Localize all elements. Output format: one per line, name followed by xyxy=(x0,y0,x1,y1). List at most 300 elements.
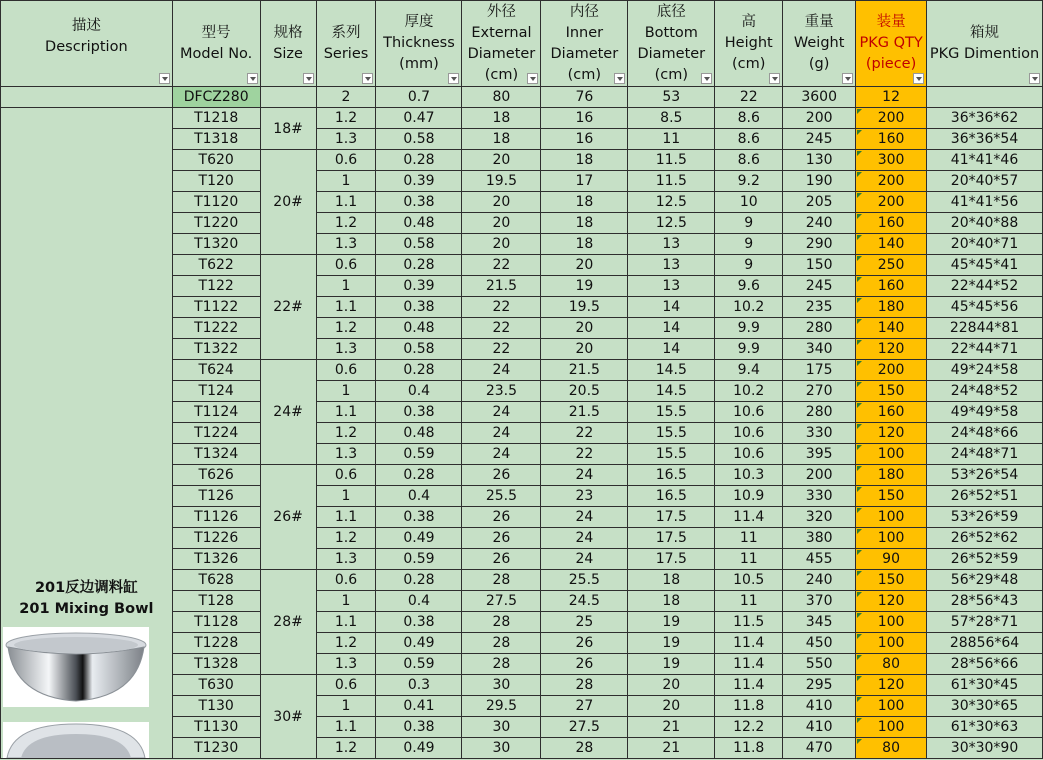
cell-weight[interactable]: 200 xyxy=(783,108,856,129)
cell-pkg_qty[interactable]: 100 xyxy=(856,717,927,738)
cell-series[interactable]: 1 xyxy=(316,696,376,717)
cell-pkg_dim[interactable]: 26*52*62 xyxy=(927,528,1043,549)
cell-thickness[interactable]: 0.41 xyxy=(376,696,462,717)
cell-series[interactable]: 1.3 xyxy=(316,654,376,675)
cell-inner[interactable]: 76 xyxy=(541,87,628,108)
column-header-5[interactable] xyxy=(462,1,541,87)
cell-external[interactable]: 20 xyxy=(462,192,541,213)
cell-height[interactable]: 11.4 xyxy=(715,675,783,696)
cell-pkg_qty[interactable]: 100 xyxy=(856,528,927,549)
cell-size[interactable] xyxy=(260,87,316,108)
cell-inner[interactable]: 22 xyxy=(541,423,628,444)
cell-pkg_dim[interactable]: 45*45*56 xyxy=(927,297,1043,318)
cell-thickness[interactable]: 0.39 xyxy=(376,276,462,297)
size-cell[interactable]: 24# xyxy=(260,360,316,465)
cell-weight[interactable]: 245 xyxy=(783,129,856,150)
cell-thickness[interactable]: 0.4 xyxy=(376,381,462,402)
cell-pkg_qty[interactable]: 150 xyxy=(856,381,927,402)
cell-external[interactable]: 28 xyxy=(462,633,541,654)
column-header-0[interactable] xyxy=(1,1,173,87)
cell-model[interactable]: T1320 xyxy=(172,234,260,255)
cell-model[interactable]: T1318 xyxy=(172,129,260,150)
cell-external[interactable]: 26 xyxy=(462,528,541,549)
cell-model[interactable]: T630 xyxy=(172,675,260,696)
cell-thickness[interactable]: 0.48 xyxy=(376,213,462,234)
size-cell[interactable]: 30# xyxy=(260,675,316,759)
cell-model[interactable]: T124 xyxy=(172,381,260,402)
cell-inner[interactable]: 18 xyxy=(541,192,628,213)
cell-thickness[interactable]: 0.38 xyxy=(376,297,462,318)
cell-pkg_dim[interactable]: 45*45*41 xyxy=(927,255,1043,276)
cell-series[interactable]: 1.3 xyxy=(316,444,376,465)
cell-bottom[interactable]: 17.5 xyxy=(628,507,715,528)
cell-external[interactable]: 22 xyxy=(462,255,541,276)
column-header-1[interactable] xyxy=(172,1,260,87)
cell-thickness[interactable]: 0.49 xyxy=(376,633,462,654)
cell-height[interactable]: 11.8 xyxy=(715,738,783,759)
cell-external[interactable]: 26 xyxy=(462,465,541,486)
cell-model[interactable]: T624 xyxy=(172,360,260,381)
cell-pkg_qty[interactable]: 100 xyxy=(856,444,927,465)
cell-pkg_qty[interactable]: 80 xyxy=(856,654,927,675)
cell-pkg_qty[interactable]: 300 xyxy=(856,150,927,171)
cell-pkg_qty[interactable]: 200 xyxy=(856,360,927,381)
cell-series[interactable]: 1.1 xyxy=(316,297,376,318)
cell-pkg_qty[interactable]: 180 xyxy=(856,465,927,486)
cell-pkg_qty[interactable]: 100 xyxy=(856,507,927,528)
cell-weight[interactable]: 410 xyxy=(783,696,856,717)
cell-height[interactable]: 10.2 xyxy=(715,297,783,318)
cell-weight[interactable]: 410 xyxy=(783,717,856,738)
cell-height[interactable]: 11 xyxy=(715,528,783,549)
cell-inner[interactable]: 25.5 xyxy=(541,570,628,591)
cell-model[interactable]: T622 xyxy=(172,255,260,276)
cell-inner[interactable]: 18 xyxy=(541,150,628,171)
cell-weight[interactable]: 450 xyxy=(783,633,856,654)
filter-dropdown-icon[interactable] xyxy=(913,73,924,84)
filter-dropdown-icon[interactable] xyxy=(362,73,373,84)
cell-height[interactable]: 9.2 xyxy=(715,171,783,192)
cell-pkg_dim[interactable]: 24*48*52 xyxy=(927,381,1043,402)
cell-series[interactable]: 0.6 xyxy=(316,570,376,591)
cell-bottom[interactable]: 20 xyxy=(628,696,715,717)
cell-model[interactable]: T120 xyxy=(172,171,260,192)
cell-height[interactable]: 9 xyxy=(715,213,783,234)
cell-height[interactable]: 10.9 xyxy=(715,486,783,507)
cell-series[interactable]: 1.1 xyxy=(316,507,376,528)
cell-external[interactable]: 23.5 xyxy=(462,381,541,402)
cell-height[interactable]: 9.9 xyxy=(715,318,783,339)
cell-weight[interactable]: 175 xyxy=(783,360,856,381)
cell-weight[interactable]: 455 xyxy=(783,549,856,570)
cell-bottom[interactable]: 14 xyxy=(628,297,715,318)
cell-series[interactable]: 0.6 xyxy=(316,675,376,696)
cell-series[interactable]: 1.1 xyxy=(316,402,376,423)
size-cell[interactable]: 26# xyxy=(260,465,316,570)
cell-external[interactable]: 26 xyxy=(462,507,541,528)
cell-bottom[interactable]: 14 xyxy=(628,339,715,360)
filter-dropdown-icon[interactable] xyxy=(448,73,459,84)
cell-weight[interactable]: 200 xyxy=(783,465,856,486)
cell-inner[interactable]: 18 xyxy=(541,213,628,234)
cell-pkg_dim[interactable]: 26*52*59 xyxy=(927,549,1043,570)
cell-pkg_qty[interactable]: 160 xyxy=(856,213,927,234)
cell-pkg_dim[interactable]: 36*36*62 xyxy=(927,108,1043,129)
cell-height[interactable]: 10.6 xyxy=(715,402,783,423)
cell-thickness[interactable]: 0.49 xyxy=(376,738,462,759)
cell-pkg_qty[interactable]: 90 xyxy=(856,549,927,570)
cell-pkg_qty[interactable]: 100 xyxy=(856,633,927,654)
cell-bottom[interactable]: 11.5 xyxy=(628,171,715,192)
cell-inner[interactable]: 20 xyxy=(541,318,628,339)
cell-bottom[interactable]: 14 xyxy=(628,318,715,339)
cell-pkg_qty[interactable]: 200 xyxy=(856,108,927,129)
cell-bottom[interactable]: 13 xyxy=(628,255,715,276)
cell-thickness[interactable]: 0.49 xyxy=(376,528,462,549)
cell-height[interactable]: 11.4 xyxy=(715,633,783,654)
cell-pkg_dim[interactable]: 24*48*71 xyxy=(927,444,1043,465)
cell-external[interactable]: 25.5 xyxy=(462,486,541,507)
cell-pkg_qty[interactable]: 180 xyxy=(856,297,927,318)
cell-height[interactable]: 9.9 xyxy=(715,339,783,360)
cell-bottom[interactable]: 15.5 xyxy=(628,444,715,465)
cell-external[interactable]: 22 xyxy=(462,297,541,318)
cell-inner[interactable]: 18 xyxy=(541,234,628,255)
description-cell-blank[interactable] xyxy=(1,87,173,108)
cell-model[interactable]: T1220 xyxy=(172,213,260,234)
cell-model[interactable]: T122 xyxy=(172,276,260,297)
cell-height[interactable]: 11 xyxy=(715,591,783,612)
cell-model[interactable]: T1126 xyxy=(172,507,260,528)
cell-pkg_dim[interactable]: 49*24*58 xyxy=(927,360,1043,381)
cell-height[interactable]: 8.6 xyxy=(715,108,783,129)
cell-series[interactable]: 1.3 xyxy=(316,129,376,150)
cell-model[interactable]: T1328 xyxy=(172,654,260,675)
cell-inner[interactable]: 19 xyxy=(541,276,628,297)
cell-inner[interactable]: 16 xyxy=(541,108,628,129)
cell-model[interactable]: T130 xyxy=(172,696,260,717)
cell-pkg_dim[interactable]: 36*36*54 xyxy=(927,129,1043,150)
cell-external[interactable]: 30 xyxy=(462,738,541,759)
cell-thickness[interactable]: 0.47 xyxy=(376,108,462,129)
cell-bottom[interactable]: 19 xyxy=(628,612,715,633)
cell-bottom[interactable]: 12.5 xyxy=(628,192,715,213)
cell-thickness[interactable]: 0.48 xyxy=(376,318,462,339)
cell-pkg_dim[interactable]: 61*30*45 xyxy=(927,675,1043,696)
cell-pkg_dim[interactable]: 56*29*48 xyxy=(927,570,1043,591)
cell-thickness[interactable]: 0.39 xyxy=(376,171,462,192)
column-header-11[interactable] xyxy=(927,1,1043,87)
cell-weight[interactable]: 235 xyxy=(783,297,856,318)
cell-external[interactable]: 28 xyxy=(462,612,541,633)
description-cell[interactable] xyxy=(1,108,173,759)
cell-series[interactable]: 1.1 xyxy=(316,717,376,738)
cell-pkg_dim[interactable]: 28*56*66 xyxy=(927,654,1043,675)
cell-model[interactable]: T1222 xyxy=(172,318,260,339)
cell-series[interactable]: 2 xyxy=(316,87,376,108)
cell-pkg_dim[interactable]: 49*49*58 xyxy=(927,402,1043,423)
cell-model[interactable]: T1120 xyxy=(172,192,260,213)
cell-inner[interactable]: 20.5 xyxy=(541,381,628,402)
cell-model[interactable]: T1228 xyxy=(172,633,260,654)
cell-height[interactable]: 10.6 xyxy=(715,423,783,444)
cell-pkg_qty[interactable]: 200 xyxy=(856,171,927,192)
filter-dropdown-icon[interactable] xyxy=(614,73,625,84)
cell-pkg_dim[interactable]: 20*40*71 xyxy=(927,234,1043,255)
cell-pkg_dim[interactable]: 22844*81 xyxy=(927,318,1043,339)
cell-thickness[interactable]: 0.38 xyxy=(376,612,462,633)
filter-dropdown-icon[interactable] xyxy=(159,73,170,84)
cell-bottom[interactable]: 14.5 xyxy=(628,360,715,381)
cell-bottom[interactable]: 21 xyxy=(628,738,715,759)
cell-inner[interactable]: 19.5 xyxy=(541,297,628,318)
cell-weight[interactable]: 205 xyxy=(783,192,856,213)
cell-pkg_dim[interactable]: 30*30*65 xyxy=(927,696,1043,717)
cell-inner[interactable]: 17 xyxy=(541,171,628,192)
cell-pkg_dim[interactable]: 20*40*88 xyxy=(927,213,1043,234)
cell-series[interactable]: 1 xyxy=(316,276,376,297)
cell-series[interactable]: 1.2 xyxy=(316,213,376,234)
cell-pkg_dim[interactable] xyxy=(927,87,1043,108)
cell-bottom[interactable]: 15.5 xyxy=(628,402,715,423)
cell-pkg_qty[interactable]: 120 xyxy=(856,675,927,696)
cell-external[interactable]: 20 xyxy=(462,213,541,234)
cell-model[interactable]: T126 xyxy=(172,486,260,507)
cell-pkg_dim[interactable]: 41*41*46 xyxy=(927,150,1043,171)
cell-inner[interactable]: 23 xyxy=(541,486,628,507)
cell-weight[interactable]: 130 xyxy=(783,150,856,171)
cell-pkg_qty[interactable]: 160 xyxy=(856,402,927,423)
cell-series[interactable]: 0.6 xyxy=(316,150,376,171)
cell-thickness[interactable]: 0.3 xyxy=(376,675,462,696)
cell-series[interactable]: 1.3 xyxy=(316,549,376,570)
cell-thickness[interactable]: 0.58 xyxy=(376,339,462,360)
cell-bottom[interactable]: 13 xyxy=(628,234,715,255)
cell-model[interactable]: T626 xyxy=(172,465,260,486)
cell-inner[interactable]: 27 xyxy=(541,696,628,717)
cell-inner[interactable]: 16 xyxy=(541,129,628,150)
cell-bottom[interactable]: 53 xyxy=(628,87,715,108)
cell-external[interactable]: 24 xyxy=(462,360,541,381)
cell-pkg_qty[interactable]: 150 xyxy=(856,570,927,591)
cell-bottom[interactable]: 17.5 xyxy=(628,549,715,570)
cell-thickness[interactable]: 0.38 xyxy=(376,717,462,738)
cell-bottom[interactable]: 15.5 xyxy=(628,423,715,444)
cell-pkg_qty[interactable]: 80 xyxy=(856,738,927,759)
cell-model[interactable]: T1324 xyxy=(172,444,260,465)
cell-pkg_dim[interactable]: 41*41*56 xyxy=(927,192,1043,213)
cell-model[interactable]: T1226 xyxy=(172,528,260,549)
cell-inner[interactable]: 21.5 xyxy=(541,402,628,423)
cell-series[interactable]: 1 xyxy=(316,486,376,507)
cell-inner[interactable]: 26 xyxy=(541,633,628,654)
cell-thickness[interactable]: 0.4 xyxy=(376,486,462,507)
cell-weight[interactable]: 380 xyxy=(783,528,856,549)
cell-pkg_dim[interactable]: 24*48*66 xyxy=(927,423,1043,444)
cell-pkg_dim[interactable]: 20*40*57 xyxy=(927,171,1043,192)
cell-thickness[interactable]: 0.28 xyxy=(376,150,462,171)
cell-inner[interactable]: 28 xyxy=(541,675,628,696)
cell-height[interactable]: 11.8 xyxy=(715,696,783,717)
cell-weight[interactable]: 395 xyxy=(783,444,856,465)
cell-pkg_qty[interactable]: 120 xyxy=(856,339,927,360)
cell-bottom[interactable]: 18 xyxy=(628,591,715,612)
cell-external[interactable]: 30 xyxy=(462,675,541,696)
cell-pkg_dim[interactable]: 22*44*71 xyxy=(927,339,1043,360)
cell-pkg_dim[interactable]: 53*26*54 xyxy=(927,465,1043,486)
cell-inner[interactable]: 22 xyxy=(541,444,628,465)
cell-model[interactable]: T628 xyxy=(172,570,260,591)
cell-height[interactable]: 9.4 xyxy=(715,360,783,381)
cell-bottom[interactable]: 16.5 xyxy=(628,486,715,507)
cell-weight[interactable]: 550 xyxy=(783,654,856,675)
cell-weight[interactable]: 280 xyxy=(783,402,856,423)
cell-series[interactable]: 1.1 xyxy=(316,192,376,213)
cell-model[interactable]: T1128 xyxy=(172,612,260,633)
cell-height[interactable]: 11.4 xyxy=(715,654,783,675)
cell-pkg_qty[interactable]: 140 xyxy=(856,234,927,255)
cell-pkg_qty[interactable]: 12 xyxy=(856,87,927,108)
cell-weight[interactable]: 240 xyxy=(783,213,856,234)
cell-thickness[interactable]: 0.38 xyxy=(376,402,462,423)
cell-model[interactable]: T1230 xyxy=(172,738,260,759)
cell-series[interactable]: 1.1 xyxy=(316,612,376,633)
cell-model[interactable]: T128 xyxy=(172,591,260,612)
cell-thickness[interactable]: 0.59 xyxy=(376,549,462,570)
cell-model[interactable]: T1326 xyxy=(172,549,260,570)
column-header-9[interactable] xyxy=(783,1,856,87)
cell-bottom[interactable]: 19 xyxy=(628,633,715,654)
cell-weight[interactable]: 340 xyxy=(783,339,856,360)
cell-weight[interactable]: 370 xyxy=(783,591,856,612)
cell-weight[interactable]: 150 xyxy=(783,255,856,276)
cell-pkg_qty[interactable]: 100 xyxy=(856,612,927,633)
cell-pkg_qty[interactable]: 100 xyxy=(856,696,927,717)
cell-series[interactable]: 1.2 xyxy=(316,738,376,759)
cell-thickness[interactable]: 0.59 xyxy=(376,654,462,675)
cell-height[interactable]: 9 xyxy=(715,234,783,255)
cell-height[interactable]: 10.3 xyxy=(715,465,783,486)
cell-model[interactable]: T620 xyxy=(172,150,260,171)
cell-external[interactable]: 24 xyxy=(462,444,541,465)
cell-height[interactable]: 8.6 xyxy=(715,129,783,150)
column-header-2[interactable] xyxy=(260,1,316,87)
cell-model[interactable]: T1122 xyxy=(172,297,260,318)
cell-inner[interactable]: 21.5 xyxy=(541,360,628,381)
cell-pkg_dim[interactable]: 30*30*90 xyxy=(927,738,1043,759)
cell-weight[interactable]: 245 xyxy=(783,276,856,297)
cell-series[interactable]: 1.3 xyxy=(316,234,376,255)
cell-height[interactable]: 22 xyxy=(715,87,783,108)
cell-thickness[interactable]: 0.58 xyxy=(376,129,462,150)
cell-series[interactable]: 1.3 xyxy=(316,339,376,360)
cell-weight[interactable]: 330 xyxy=(783,423,856,444)
filter-dropdown-icon[interactable] xyxy=(701,73,712,84)
cell-external[interactable]: 80 xyxy=(462,87,541,108)
cell-inner[interactable]: 24 xyxy=(541,528,628,549)
cell-series[interactable]: 1.2 xyxy=(316,633,376,654)
cell-height[interactable]: 10.2 xyxy=(715,381,783,402)
cell-thickness[interactable]: 0.38 xyxy=(376,507,462,528)
column-header-7[interactable] xyxy=(628,1,715,87)
cell-bottom[interactable]: 14.5 xyxy=(628,381,715,402)
cell-inner[interactable]: 26 xyxy=(541,654,628,675)
cell-inner[interactable]: 27.5 xyxy=(541,717,628,738)
cell-external[interactable]: 18 xyxy=(462,108,541,129)
cell-bottom[interactable]: 12.5 xyxy=(628,213,715,234)
cell-height[interactable]: 8.6 xyxy=(715,150,783,171)
cell-external[interactable]: 20 xyxy=(462,234,541,255)
cell-thickness[interactable]: 0.38 xyxy=(376,192,462,213)
size-cell[interactable]: 22# xyxy=(260,255,316,360)
cell-series[interactable]: 1 xyxy=(316,591,376,612)
cell-pkg_qty[interactable]: 200 xyxy=(856,192,927,213)
cell-bottom[interactable]: 21 xyxy=(628,717,715,738)
cell-series[interactable]: 1.2 xyxy=(316,423,376,444)
cell-external[interactable]: 21.5 xyxy=(462,276,541,297)
cell-bottom[interactable]: 8.5 xyxy=(628,108,715,129)
cell-thickness[interactable]: 0.4 xyxy=(376,591,462,612)
cell-pkg_dim[interactable]: 28*56*43 xyxy=(927,591,1043,612)
cell-thickness[interactable]: 0.28 xyxy=(376,360,462,381)
cell-external[interactable]: 24 xyxy=(462,423,541,444)
cell-thickness[interactable]: 0.28 xyxy=(376,465,462,486)
cell-inner[interactable]: 24 xyxy=(541,507,628,528)
cell-weight[interactable]: 240 xyxy=(783,570,856,591)
cell-pkg_qty[interactable]: 160 xyxy=(856,129,927,150)
size-cell[interactable]: 20# xyxy=(260,150,316,255)
cell-external[interactable]: 28 xyxy=(462,654,541,675)
cell-pkg_dim[interactable]: 61*30*63 xyxy=(927,717,1043,738)
column-header-6[interactable] xyxy=(541,1,628,87)
cell-thickness[interactable]: 0.58 xyxy=(376,234,462,255)
column-header-8[interactable] xyxy=(715,1,783,87)
column-header-3[interactable] xyxy=(316,1,376,87)
cell-bottom[interactable]: 18 xyxy=(628,570,715,591)
cell-series[interactable]: 1 xyxy=(316,381,376,402)
cell-external[interactable]: 19.5 xyxy=(462,171,541,192)
filter-dropdown-icon[interactable] xyxy=(769,73,780,84)
cell-model[interactable]: T1130 xyxy=(172,717,260,738)
cell-external[interactable]: 29.5 xyxy=(462,696,541,717)
cell-weight[interactable]: 470 xyxy=(783,738,856,759)
cell-pkg_dim[interactable]: 26*52*51 xyxy=(927,486,1043,507)
cell-external[interactable]: 22 xyxy=(462,339,541,360)
cell-series[interactable]: 0.6 xyxy=(316,360,376,381)
cell-pkg_dim[interactable]: 22*44*52 xyxy=(927,276,1043,297)
cell-series[interactable]: 0.6 xyxy=(316,465,376,486)
cell-pkg_dim[interactable]: 53*26*59 xyxy=(927,507,1043,528)
cell-weight[interactable]: 330 xyxy=(783,486,856,507)
filter-dropdown-icon[interactable] xyxy=(527,73,538,84)
cell-bottom[interactable]: 16.5 xyxy=(628,465,715,486)
cell-weight[interactable]: 190 xyxy=(783,171,856,192)
cell-inner[interactable]: 20 xyxy=(541,255,628,276)
cell-pkg_qty[interactable]: 140 xyxy=(856,318,927,339)
filter-dropdown-icon[interactable] xyxy=(842,73,853,84)
cell-weight[interactable]: 270 xyxy=(783,381,856,402)
cell-weight[interactable]: 290 xyxy=(783,234,856,255)
size-cell[interactable]: 18# xyxy=(260,108,316,150)
cell-thickness[interactable]: 0.48 xyxy=(376,423,462,444)
cell-inner[interactable]: 25 xyxy=(541,612,628,633)
cell-external[interactable]: 24 xyxy=(462,402,541,423)
cell-external[interactable]: 22 xyxy=(462,318,541,339)
cell-height[interactable]: 11 xyxy=(715,549,783,570)
cell-weight[interactable]: 345 xyxy=(783,612,856,633)
cell-pkg_qty[interactable]: 150 xyxy=(856,486,927,507)
cell-series[interactable]: 1.2 xyxy=(316,528,376,549)
